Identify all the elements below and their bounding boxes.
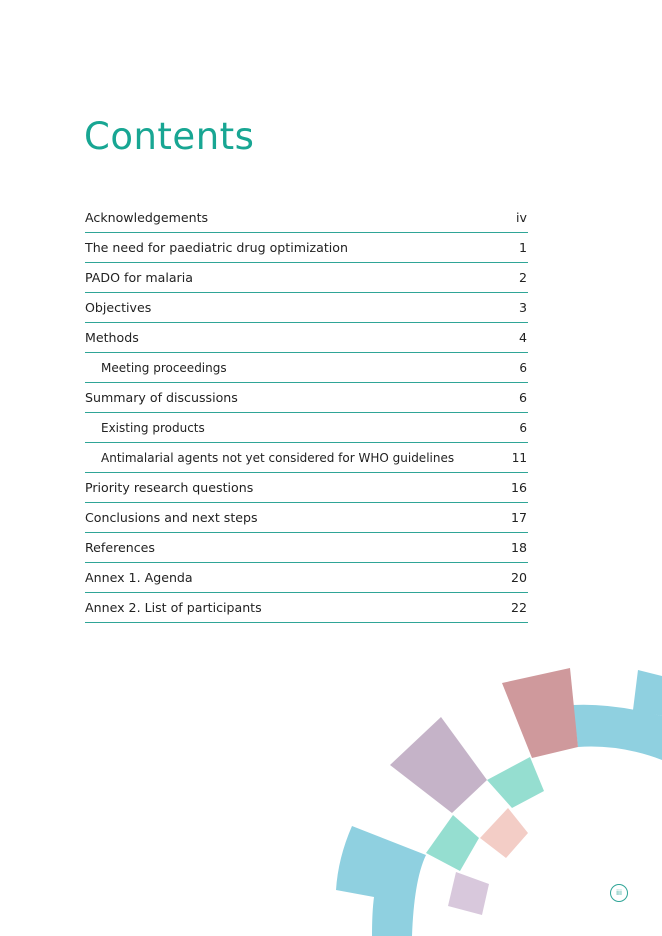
toc-entry-page: 6 bbox=[519, 420, 527, 435]
toc-entry-label: Objectives bbox=[85, 300, 152, 315]
toc-entry-page: 16 bbox=[510, 480, 527, 495]
deco-segment-rose bbox=[502, 668, 578, 758]
deco-segment-blue-left bbox=[336, 826, 426, 936]
toc-entry-label: Acknowledgements bbox=[85, 210, 209, 225]
page-title: Contents bbox=[84, 114, 255, 158]
toc-entry-page: 22 bbox=[510, 600, 527, 615]
toc-entry-label: Meeting proceedings bbox=[101, 360, 227, 375]
toc-entry-label: Antimalarial agents not yet considered for WHO guidelines bbox=[101, 450, 455, 465]
toc-entry-page: iv bbox=[516, 210, 527, 225]
deco-segment-peach bbox=[480, 808, 528, 858]
toc-entry-label: Conclusions and next steps bbox=[85, 510, 258, 525]
deco-segment-lilac bbox=[448, 872, 489, 915]
toc-entry-label: Methods bbox=[85, 330, 139, 345]
toc-entry-page: 4 bbox=[518, 330, 527, 345]
deco-segment-mauve bbox=[390, 717, 487, 813]
toc-entry-label: Annex 2. List of participants bbox=[85, 600, 262, 615]
toc-entry-page: 6 bbox=[519, 360, 527, 375]
toc-entry-label: The need for paediatric drug optimization bbox=[85, 240, 348, 255]
toc-entry-page: 1 bbox=[518, 240, 527, 255]
toc-entry-label: Priority research questions bbox=[85, 480, 254, 495]
deco-segment-mint-lower bbox=[426, 815, 479, 871]
toc-entry-page: 3 bbox=[518, 300, 527, 315]
toc-entry-label: PADO for malaria bbox=[85, 270, 193, 285]
toc-entry-label: References bbox=[85, 540, 155, 555]
toc-entry-page: 20 bbox=[510, 570, 527, 585]
toc-entry-page: 18 bbox=[510, 540, 527, 555]
deco-segment-mint-upper bbox=[487, 757, 544, 808]
toc-entry-page: 6 bbox=[518, 390, 527, 405]
toc-entry-label: Summary of discussions bbox=[85, 390, 238, 405]
toc-entry-label: Existing products bbox=[101, 420, 205, 435]
toc-entry-label: Annex 1. Agenda bbox=[85, 570, 193, 585]
page-number: iii bbox=[610, 884, 628, 902]
toc-entry-page: 17 bbox=[510, 510, 527, 525]
toc-entry-page: 11 bbox=[511, 450, 527, 465]
toc-entry-page: 2 bbox=[518, 270, 527, 285]
deco-segment-blue-corner bbox=[633, 670, 662, 716]
